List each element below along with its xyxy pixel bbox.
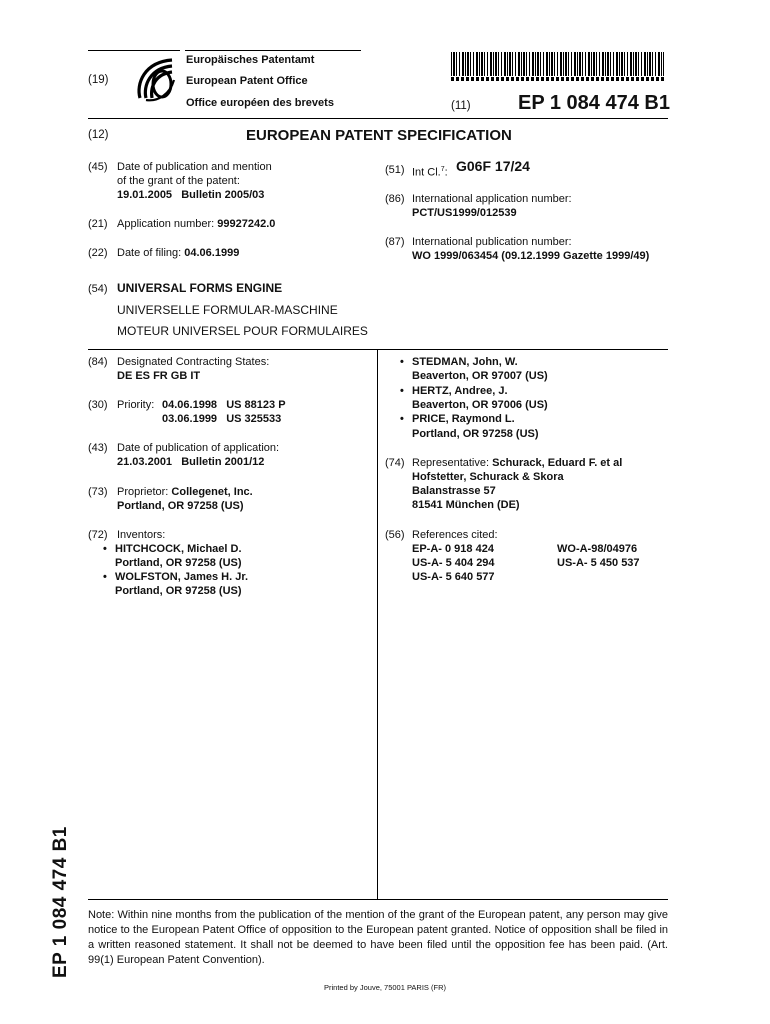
code-74: (74) <box>385 457 405 469</box>
office-name-de: Europäisches Patentamt <box>186 54 315 66</box>
representative-firm: Hofstetter, Schurack & Skora <box>412 471 564 483</box>
inventor-address: Portland, OR 97258 (US) <box>412 428 539 440</box>
priority-1: 04.06.1998 US 88123 P <box>162 399 286 411</box>
references-label: References cited: <box>412 529 498 541</box>
title-de: UNIVERSELLE FORMULAR-MASCHINE <box>117 303 338 317</box>
filing-value: 04.06.1999 <box>184 247 240 259</box>
proprietor-address: Portland, OR 97258 (US) <box>117 500 244 512</box>
title-en: UNIVERSAL FORMS ENGINE <box>117 281 283 295</box>
representative-street: Balanstrasse 57 <box>412 485 496 497</box>
app-pub-label: Date of publication of application: <box>117 442 280 454</box>
code-56: (56) <box>385 529 405 541</box>
code-51: (51) <box>385 164 405 176</box>
reference-item: US-A- 5 404 294 <box>412 557 495 569</box>
proprietor-name: Collegenet, Inc. <box>171 486 253 498</box>
header-divider <box>88 118 668 119</box>
column-divider <box>377 349 378 899</box>
reference-item: US-A- 5 450 537 <box>557 557 640 569</box>
code-19: (19) <box>88 74 109 86</box>
inventor-address: Beaverton, OR 97006 (US) <box>412 399 548 411</box>
publication-number: EP 1 084 474 B1 <box>518 92 670 114</box>
representative-label: Representative: <box>412 457 493 469</box>
inventor-name: • PRICE, Raymond L. <box>412 412 515 426</box>
representative-city: 81541 München (DE) <box>412 499 520 511</box>
document-type: EUROPEAN PATENT SPECIFICATION <box>246 127 512 144</box>
title-fr: MOTEUR UNIVERSEL POUR FORMULAIRES <box>117 324 368 338</box>
app-pub-value: 21.03.2001 Bulletin 2001/12 <box>117 456 265 468</box>
code-54: (54) <box>88 283 108 295</box>
application-number <box>117 217 275 231</box>
code-12: (12) <box>88 129 109 141</box>
inventor-address: Portland, OR 97258 (US) <box>115 585 242 597</box>
body-bottom-rule <box>88 899 668 900</box>
epo-logo-icon <box>132 54 180 104</box>
office-name-en: European Patent Office <box>186 75 308 87</box>
int-cl <box>412 163 448 180</box>
priority-2: 03.06.1999 US 325533 <box>162 413 282 425</box>
states-label: Designated Contracting States: <box>117 356 270 368</box>
inventor-name: • HERTZ, Andree, J. <box>412 384 508 398</box>
intl-pub-label: International publication number: <box>412 236 572 248</box>
inventor-name: • STEDMAN, John, W. <box>412 355 518 369</box>
code-11: (11) <box>451 100 471 112</box>
barcode <box>451 52 664 76</box>
code-87: (87) <box>385 236 405 248</box>
office-name-fr: Office européen des brevets <box>186 97 334 109</box>
code-21: (21) <box>88 218 108 230</box>
opposition-note: Note: Within nine months from the publication of the mention of the grant of the European patent, any person may give notice to the European Patent Office of opposition to the European patent granted. Notice of opposition shall be filed in a written reasoned statement. It shall not be deemed to have been filed until the opposition fee has been paid. (Art. 99(1) European Patent Convention). <box>88 909 668 966</box>
int-cl-edition: 7 <box>440 166 445 173</box>
side-publication-number: EP 1 084 474 B1 <box>50 826 71 978</box>
intl-app-value: PCT/US1999/012539 <box>412 207 517 219</box>
proprietor <box>117 485 253 499</box>
inventors-label: Inventors: <box>117 529 166 541</box>
code-84: (84) <box>88 356 108 368</box>
inventor-address: Portland, OR 97258 (US) <box>115 557 242 569</box>
filing-date <box>117 246 239 260</box>
barcode-digits <box>451 77 664 81</box>
code-43: (43) <box>88 442 108 454</box>
reference-item: WO-A-98/04976 <box>557 543 638 555</box>
priority-label: Priority: <box>117 399 155 411</box>
code-86: (86) <box>385 193 405 205</box>
grant-date: 19.01.2005 Bulletin 2005/03 <box>117 189 265 201</box>
filing-label: Date of filing: <box>117 247 185 259</box>
inventor-name: • HITCHCOCK, Michael D. <box>115 542 242 556</box>
code-72: (72) <box>88 529 108 541</box>
grant-label-1: Date of publication and mention <box>117 161 272 173</box>
inventor-name: • WOLFSTON, James H. Jr. <box>115 570 248 584</box>
application-label: Application number: <box>117 218 218 230</box>
reference-item: US-A- 5 640 577 <box>412 571 495 583</box>
application-value: 99927242.0 <box>217 218 276 230</box>
printer-footer: Printed by Jouve, 75001 PARIS (FR) <box>324 983 446 992</box>
body-top-rule <box>88 349 668 350</box>
reference-item: EP-A- 0 918 424 <box>412 543 494 555</box>
code-73: (73) <box>88 486 108 498</box>
header-left-rule <box>88 50 180 51</box>
int-cl-colon: : <box>444 166 448 179</box>
intl-app-label: International application number: <box>412 193 572 205</box>
intl-pub-value: WO 1999/063454 (09.12.1999 Gazette 1999/49) <box>412 250 650 262</box>
header-top-rule <box>185 50 361 51</box>
code-45: (45) <box>88 161 108 173</box>
code-22: (22) <box>88 247 108 259</box>
int-cl-value: G06F 17/24 <box>456 158 530 174</box>
proprietor-label: Proprietor: <box>117 486 172 498</box>
representative <box>412 456 622 470</box>
inventor-address: Beaverton, OR 97007 (US) <box>412 370 548 382</box>
representative-name: Schurack, Eduard F. et al <box>492 457 623 469</box>
states-value: DE ES FR GB IT <box>117 370 201 382</box>
grant-label-2: of the grant of the patent: <box>117 175 240 187</box>
code-30: (30) <box>88 399 108 411</box>
int-cl-label: Int Cl. <box>412 166 441 179</box>
